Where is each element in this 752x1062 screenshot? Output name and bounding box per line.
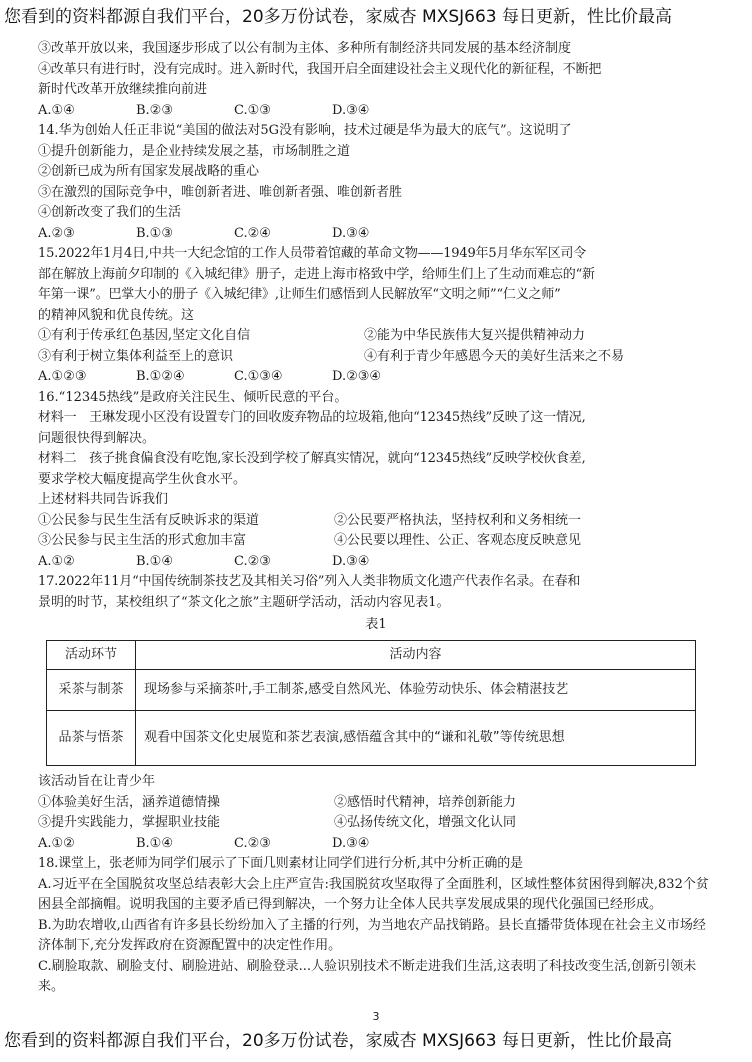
q16-item-1: ①公民参与民生生活有反映诉求的渠道 (38, 512, 260, 528)
table-header-row (47, 640, 696, 670)
q17-stem-line2: 景明的时节，某校组织了“茶文化之旅”主题研学活动，活动内容见表1。 (38, 594, 450, 610)
q16-item-2: ②公民要严格执法，坚持权利和义务相统一 (334, 512, 582, 528)
q15-items-row1 (38, 326, 714, 347)
exam-page-content (38, 39, 714, 998)
q16-material1-line1: 材料一 王琳发现小区没有设置专门的回收废弃物品的垃圾箱,他向“12345热线”反映了这一情况, (38, 410, 586, 425)
q17-item-2: ②感悟时代精神，培养创新能力 (334, 794, 517, 810)
q17-items-row1 (38, 793, 714, 814)
q13-item-4-line1: ④改革只有进行时，没有完成时。进入新时代，我国开启全面建设社会主义现代化的新征程，不断把 (38, 61, 602, 77)
q17-items-row2 (38, 813, 714, 834)
q14-option-a: A.②③ (38, 225, 75, 241)
q15-item-2: ②能为中华民族伟大复兴提供精神动力 (364, 328, 586, 343)
table-cell-stage: 品茶与悟茶 (47, 711, 136, 766)
table-cell-content: 观看中国茶文化史展览和茶艺表演,感悟蕴含其中的“谦和礼敬”等传统思想 (136, 711, 696, 766)
q15-stem-line4: 的精神风貌和优良传统。这 (38, 307, 195, 323)
q17-lead: 该活动旨在让青少年 (38, 774, 156, 789)
q16-option-a: A.①② (38, 553, 75, 569)
q16-options (38, 552, 714, 573)
q16-item-4: ④公民要以理性、公正、客观态度反映意见 (334, 533, 582, 548)
q14-item-1: ①提升创新能力，是企业持续发展之基，市场制胜之道 (38, 143, 351, 159)
q17-options (38, 834, 714, 855)
q13-option-d: D.③④ (332, 102, 370, 118)
q16-lead: 上述材料共同告诉我们 (38, 492, 169, 507)
q15-stem-line2: 部在解放上海前夕印制的《入城纪律》册子，走进上海市格致中学，给师生们上了生动而难忘的“新 (38, 266, 595, 282)
q15-stem-line3: 年第一课”。巴掌大小的册子《入城纪律》,让师生们感悟到人民解放军“文明之师”“仁义之师” (38, 287, 561, 302)
q17-option-a: A.①② (38, 835, 75, 851)
q18-option-b: B.为助农增收,山西省有许多县长纷纷加入了主播的行列，为当地农产品找销路。县长直播带货体现在社会主义市场经济体制下,充分发挥政府在资源配置中的决定性作用。 (38, 917, 706, 953)
activity-table (46, 640, 696, 767)
q15-option-c: C.①③④ (234, 369, 283, 384)
q17-item-1: ①体验美好生活，涵养道德情操 (38, 794, 221, 810)
table-caption: 表1 (365, 617, 387, 632)
q14-option-c: C.②④ (234, 225, 271, 241)
q15-stem-line1: 15.2022年1月4日,中共一大纪念馆的工作人员带着馆藏的革命文物——1949年5月华东军区司令 (38, 246, 586, 261)
table-row (47, 670, 696, 711)
q16-material2-line1: 材料二 孩子挑食偏食没有吃饱,家长没到学校了解真实情况，就向“12345热线”反映学校伙食差, (38, 451, 586, 466)
table-header-content: 活动内容 (136, 640, 696, 670)
q17-option-c: C.②③ (234, 835, 271, 851)
q16-option-c: C.②③ (234, 553, 271, 569)
q15-options (38, 367, 714, 388)
q14-item-2: ②创新已成为所有国家发展战略的重心 (38, 164, 260, 179)
q15-option-a: A.①②③ (38, 369, 87, 384)
q13-options (38, 101, 714, 122)
q17-item-4: ④弘扬传统文化，增强文化认同 (334, 815, 517, 830)
bottom-watermark-banner: 您看到的资料都源自我们平台，20多万份试卷，家威杏 MXSJ663 每日更新，性比价最高 (4, 1031, 673, 1051)
q16-items-row1 (38, 511, 714, 532)
q16-option-d: D.③④ (332, 553, 370, 569)
q16-material1-line2: 问题很快得到解决。 (38, 430, 156, 446)
table-cell-content: 现场参与采摘茶叶,手工制茶,感受自然风光、体验劳动快乐、体会精湛技艺 (136, 670, 696, 711)
q13-option-a: A.①④ (38, 102, 75, 118)
q14-option-d: D.③④ (332, 225, 370, 241)
table-cell-stage: 采茶与制茶 (47, 670, 136, 711)
q16-material2-line2: 要求学校大幅度提高学生伙食水平。 (38, 471, 247, 487)
q14-item-4: ④创新改变了我们的生活 (38, 205, 182, 220)
q13-option-b: B.②③ (136, 102, 173, 118)
q17-stem-line1: 17.2022年11月“中国传统制茶技艺及其相关习俗”列入人类非物质文化遗产代表作名录。在春和 (38, 574, 581, 589)
q14-item-3: ③在激烈的国际竞争中，唯创新者进、唯创新者强、唯创新者胜 (38, 184, 403, 200)
q14-option-b: B.①③ (136, 225, 173, 241)
q15-option-b: B.①②④ (136, 369, 185, 384)
q15-item-3: ③有利于树立集体利益至上的意识 (38, 348, 234, 364)
q13-option-c: C.①③ (234, 102, 271, 118)
q16-stem: 16.“12345热线”是政府关注民生、倾听民意的平台。 (38, 389, 348, 405)
q16-option-b: B.①④ (136, 553, 173, 569)
q13-item-3: ③改革开放以来，我国逐步形成了以公有制为主体、多种所有制经济共同发展的基本经济制度 (38, 41, 572, 56)
q15-item-4: ④有利于青少年感恩今天的美好生活来之不易 (364, 348, 625, 364)
q14-options (38, 224, 714, 245)
q17-item-3: ③提升实践能力，掌握职业技能 (38, 815, 221, 830)
top-watermark-banner: 您看到的资料都源自我们平台，20多万份试卷，家威杏 MXSJ663 每日更新，性比价最高 (4, 7, 673, 27)
q13-item-4-line2: 新时代改革开放继续推向前进 (38, 82, 208, 97)
q17-option-d: D.③④ (332, 835, 370, 851)
page-number: 3 (372, 1010, 380, 1023)
q15-item-1: ①有利于传承红色基因,坚定文化自信 (38, 328, 251, 343)
q18-option-a: A.习近平在全国脱贫攻坚总结表彰大会上庄严宣告:我国脱贫攻坚取得了全面胜利，区域性整体贫困得到解决,832个贫困县全部摘帽。说明我国的主要矛盾已得到解决，一个努力让全体人民共享发展成果的现代化强国已经形成。 (38, 876, 709, 912)
q17-option-b: B.①④ (136, 835, 173, 851)
q16-item-3: ③公民参与民主生活的形式愈加丰富 (38, 533, 247, 548)
q18-option-c: C.刷脸取款、刷脸支付、刷脸进站、刷脸登录...人验识别技术不断走进我们生活,这表明了科技改变生活,创新引领未来。 (38, 958, 697, 994)
table-header-stage: 活动环节 (47, 640, 136, 670)
table-row (47, 711, 696, 766)
q18-stem: 18.课堂上，张老师为同学们展示了下面几则素材让同学们进行分析,其中分析正确的是 (38, 856, 523, 871)
q14-stem: 14.华为创始人任正非说“美国的做法对5G没有影响，技术过硬是华为最大的底气”。这说明了 (38, 123, 572, 138)
q15-option-d: D.②③④ (332, 369, 382, 384)
q16-items-row2 (38, 531, 714, 552)
q15-items-row2 (38, 347, 714, 368)
